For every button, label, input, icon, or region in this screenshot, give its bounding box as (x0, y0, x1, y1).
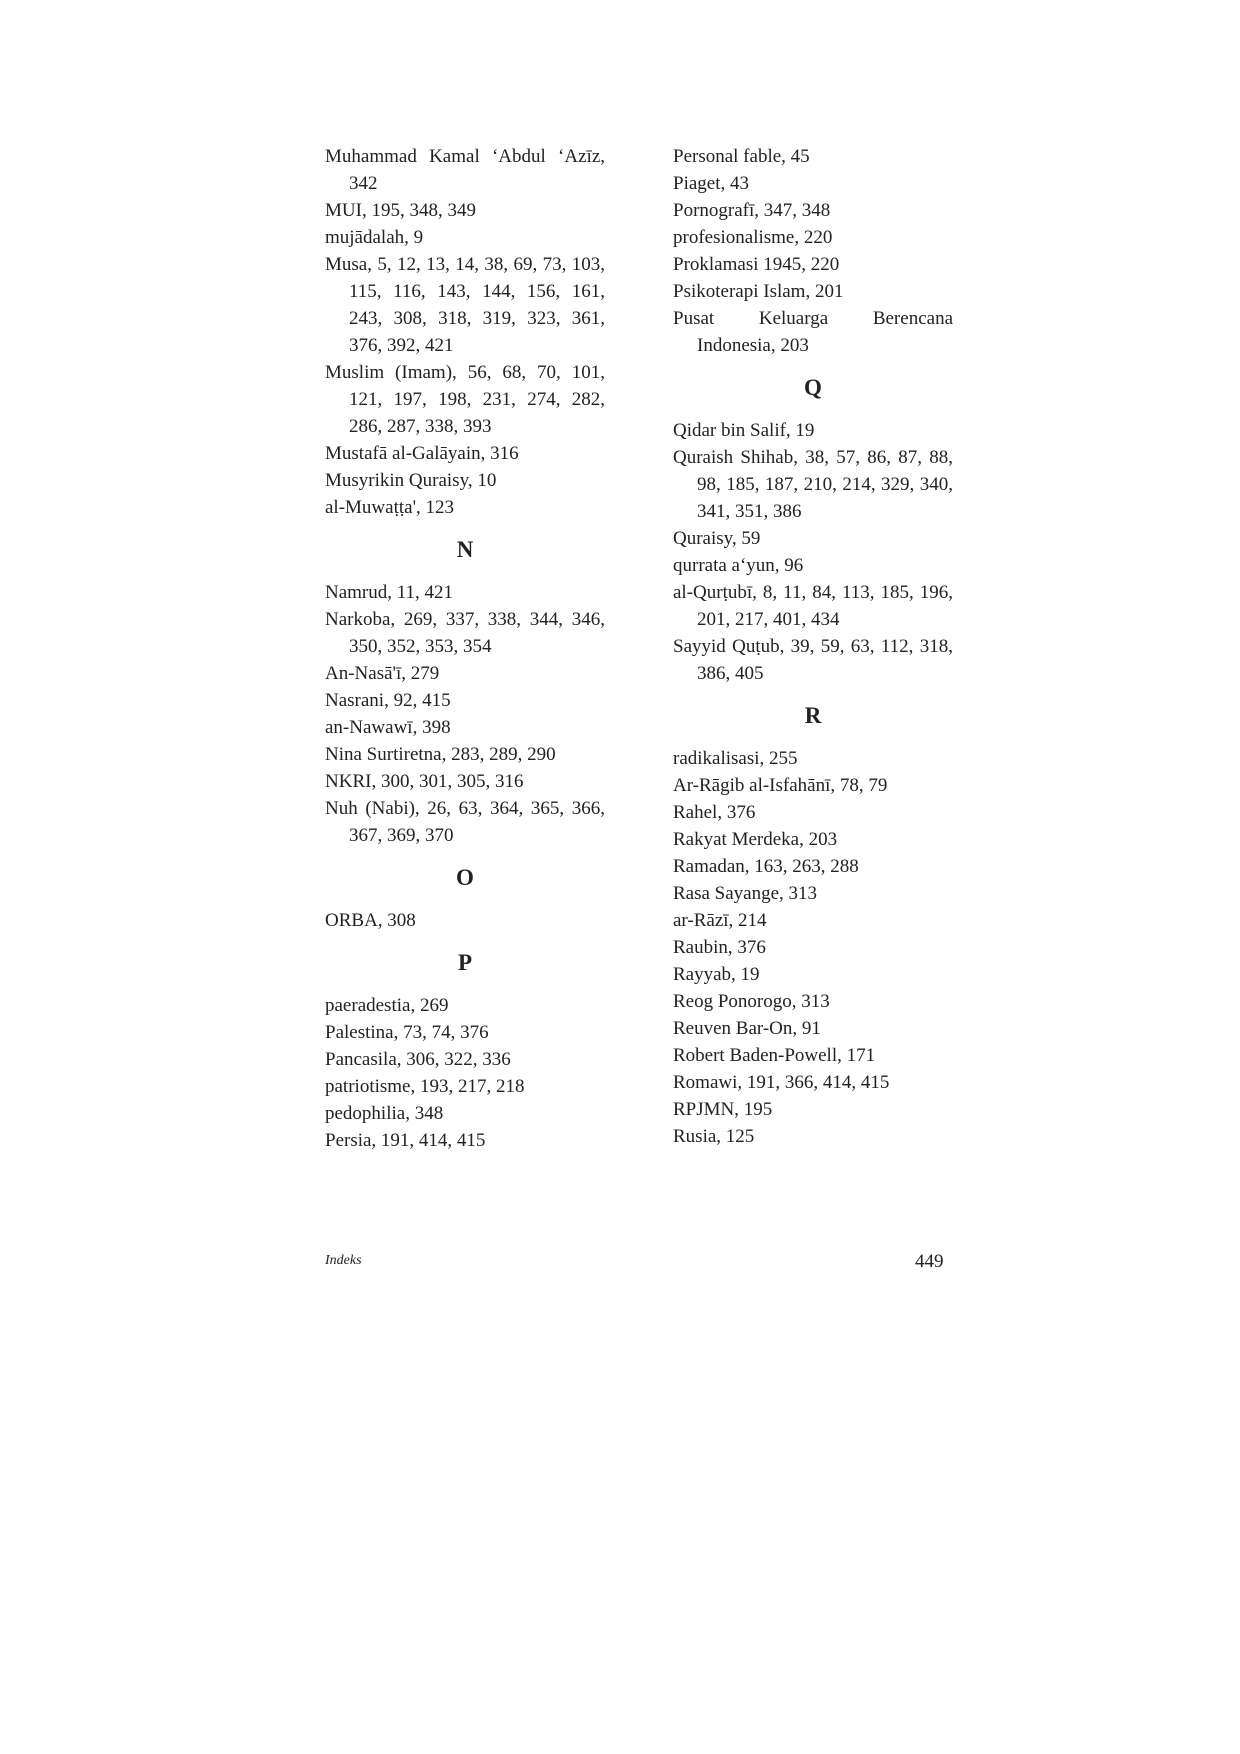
index-entry: Muhammad Kamal ‘Abdul ‘Azīz, 342 (325, 146, 605, 194)
index-entry: Pancasila, 306, 322, 336 (325, 1049, 511, 1070)
index-entry: Musa, 5, 12, 13, 14, 38, 69, 73, 103, 115, 116, 143, 144, 156, 161, 243, 308, 318, 319, 323, 361, 376, 392, 421 (325, 254, 605, 356)
section-letter: P (457, 950, 473, 975)
index-entry: ORBA, 308 (325, 910, 416, 931)
index-entry: paeradestia, 269 (325, 995, 449, 1016)
index-entry: Palestina, 73, 74, 376 (325, 1022, 489, 1043)
index-entry: Pornografī, 347, 348 (673, 200, 831, 221)
index-entry: Rayyab, 19 (673, 964, 760, 985)
index-entry: Rahel, 376 (673, 802, 756, 823)
index-entry: Romawi, 191, 366, 414, 415 (673, 1072, 890, 1093)
index-entry: ar-Rāzī, 214 (673, 910, 767, 931)
index-entry: qurrata a‘yun, 96 (673, 555, 804, 576)
index-entry: Reog Ponorogo, 313 (673, 991, 830, 1012)
index-entry: Narkoba, 269, 337, 338, 344, 346, 350, 352, 353, 354 (325, 609, 605, 657)
index-entry: Pusat Keluarga Berencana Indonesia, 203 (673, 308, 953, 356)
index-entry: Muslim (Imam), 56, 68, 70, 101, 121, 197, 198, 231, 274, 282, 286, 287, 338, 393 (325, 362, 605, 437)
index-entry: Rusia, 125 (673, 1126, 755, 1147)
index-entry: Proklamasi 1945, 220 (673, 254, 840, 275)
index-entry: radikalisasi, 255 (673, 748, 798, 769)
index-entry: Piaget, 43 (673, 173, 749, 194)
section-letter: Q (804, 375, 822, 400)
index-column-right (673, 143, 953, 1150)
index-entry: Rakyat Merdeka, 203 (673, 829, 838, 850)
index-entry: RPJMN, 195 (673, 1099, 773, 1120)
index-entry: Personal fable, 45 (673, 146, 810, 167)
index-entry: Rasa Sayange, 313 (673, 883, 818, 904)
index-entry: Qidar bin Salif, 19 (673, 420, 815, 441)
index-entry: Reuven Bar-On, 91 (673, 1018, 821, 1039)
index-entry: Ramadan, 163, 263, 288 (673, 856, 859, 877)
index-entry: Quraisy, 59 (673, 528, 761, 549)
index-entry: Nasrani, 92, 415 (325, 690, 451, 711)
index-entry: Persia, 191, 414, 415 (325, 1130, 486, 1151)
index-entry: NKRI, 300, 301, 305, 316 (325, 771, 524, 792)
index-entry: Namrud, 11, 421 (325, 582, 454, 603)
index-entry: An-Nasā'ī, 279 (325, 663, 440, 684)
section-letter: N (456, 537, 474, 562)
index-column-left (325, 143, 605, 1154)
index-entry: Sayyid Quṭub, 39, 59, 63, 112, 318, 386, 405 (673, 636, 953, 684)
index-entry: profesionalisme, 220 (673, 227, 833, 248)
index-entry: Raubin, 376 (673, 937, 766, 958)
index-entry: patriotisme, 193, 217, 218 (325, 1076, 525, 1097)
index-entry: al-Qurṭubī, 8, 11, 84, 113, 185, 196, 201, 217, 401, 434 (673, 582, 953, 630)
page-number: 449 (915, 1251, 944, 1272)
index-entry: Nuh (Nabi), 26, 63, 364, 365, 366, 367, 369, 370 (325, 798, 605, 846)
index-entry: Robert Baden-Powell, 171 (673, 1045, 876, 1066)
index-entry: mujādalah, 9 (325, 227, 424, 248)
index-entry: pedophilia, 348 (325, 1103, 444, 1124)
index-entry: an-Nawawī, 398 (325, 717, 451, 738)
footer-label: Indeks (325, 1253, 362, 1268)
index-entry: Nina Surtiretna, 283, 289, 290 (325, 744, 556, 765)
section-letter: O (456, 865, 474, 890)
section-letter: R (804, 703, 822, 728)
index-entry: MUI, 195, 348, 349 (325, 200, 476, 221)
index-entry: Ar-Rāgib al-Isfahānī, 78, 79 (673, 775, 888, 796)
index-entry: Mustafā al-Galāyain, 316 (325, 443, 519, 464)
index-entry: Quraish Shihab, 38, 57, 86, 87, 88, 98, 185, 187, 210, 214, 329, 340, 341, 351, 386 (673, 447, 953, 522)
index-entry: Musyrikin Quraisy, 10 (325, 470, 497, 491)
index-entry: al-Muwaṭṭa', 123 (325, 497, 455, 518)
index-entry: Psikoterapi Islam, 201 (673, 281, 844, 302)
